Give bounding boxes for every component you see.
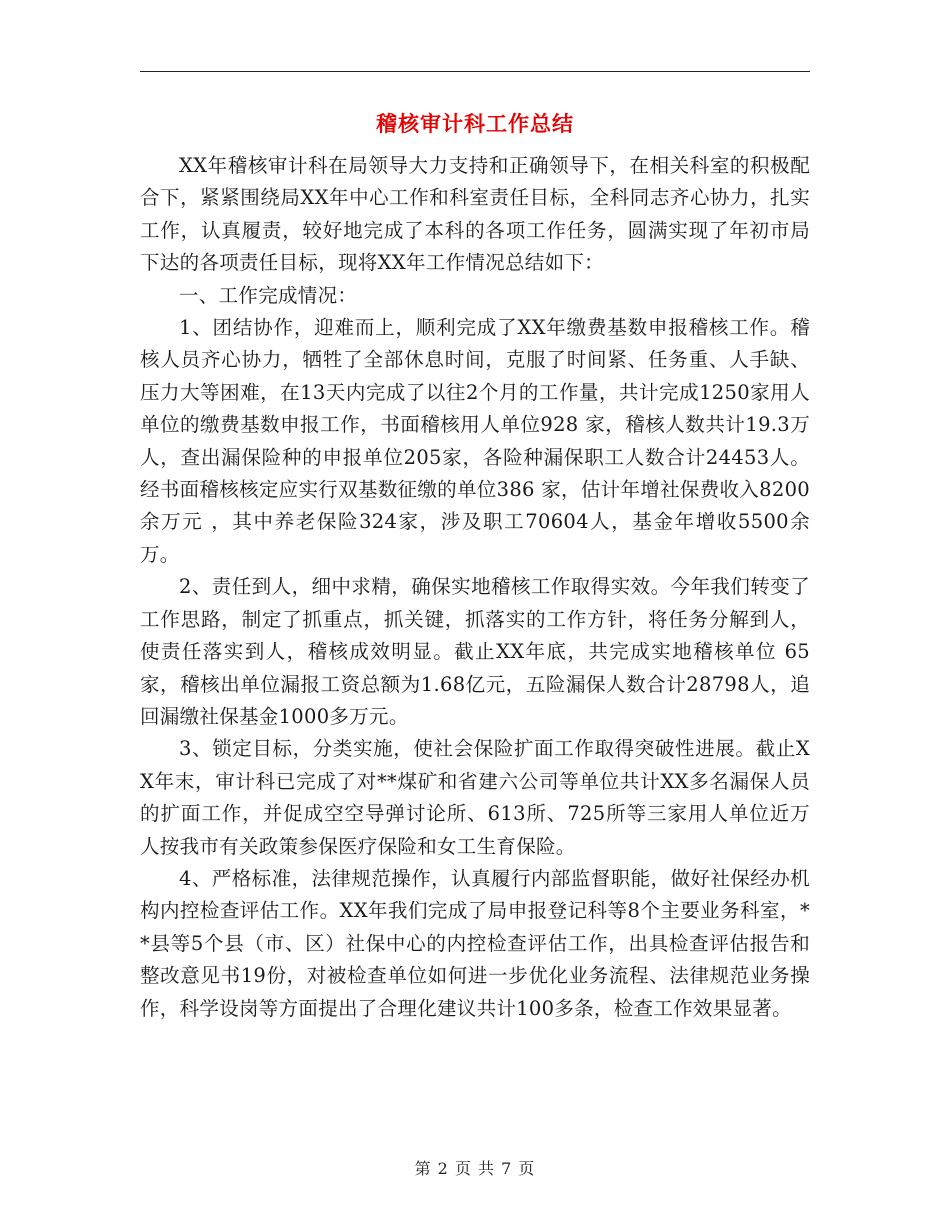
section-heading: 一、工作完成情况：: [179, 283, 358, 307]
paragraph-item-1: 1、团结协作，迎难而上，顺利完成了XX年缴费基数申报稽核工作。稽核人员齐心协力，牺牲了全部休息时间，克服了时间紧、任务重、人手缺、压力大等困难，在13天内完成了以往2个月的工作量，共计完成1250家用人单位的缴费基数申报工作，书面稽核用人单位928 家，稽核人数共计19.3万人，查出漏保险种的申报单位205家，各险种漏保职工人数合计24453人。经书面稽核核定应实行双基数征缴的单位386 家，估计年增社保费收入8200余万元 ，其中养老保险324家，涉及职工70604人，基金年增收5500余万。: [140, 316, 810, 566]
header-rule: [140, 71, 810, 72]
paragraph-item-2: 2、责任到人，细中求精，确保实地稽核工作取得实效。今年我们转变了工作思路，制定了抓重点，抓关键，抓落实的工作方针，将任务分解到人，使责任落实到人，稽核成效明显。截止XX年底，共完成实地稽核单位 65 家，稽核出单位漏报工资总额为1.68亿元，五险漏保人数合计28798人，追回漏缴社保基金1000多万元。: [140, 575, 810, 728]
document-body: [140, 150, 810, 1025]
paragraph-intro: XX年稽核审计科在局领导大力支持和正确领导下，在相关科室的积极配合下，紧紧围绕局XX年中心工作和科室责任目标，全科同志齐心协力，扎实工作，认真履责，较好地完成了本科的各项工作任务，圆满实现了年初市局下达的各项责任目标，现将XX年工作情况总结如下：: [140, 154, 810, 275]
paragraph-item-3: 3、锁定目标，分类实施，使社会保险扩面工作取得突破性进展。截止XX年末，审计科已完成了对**煤矿和省建六公司等单位共计XX多名漏保人员的扩面工作，并促成空空导弹讨论所、613所、725所等三家用人单位近万人按我市有关政策参保医疗保险和女工生育保险。: [140, 737, 810, 858]
paragraph-item-4: 4、严格标准，法律规范操作，认真履行内部监督职能，做好社保经办机构内控检查评估工作。XX年我们完成了局申报登记科等8个主要业务科室，**县等5个县（市、区）社保中心的内控检查评估工作，出具检查评估报告和整改意见书19份，对被检查单位如何进一步优化业务流程、法律规范业务操作，科学设岗等方面提出了合理化建议共计100多条，检查工作效果显著。: [140, 866, 810, 1020]
document-title: 稽核审计科工作总结: [376, 112, 574, 136]
page-number-footer: 第 2 页 共 7 页: [414, 1159, 536, 1178]
